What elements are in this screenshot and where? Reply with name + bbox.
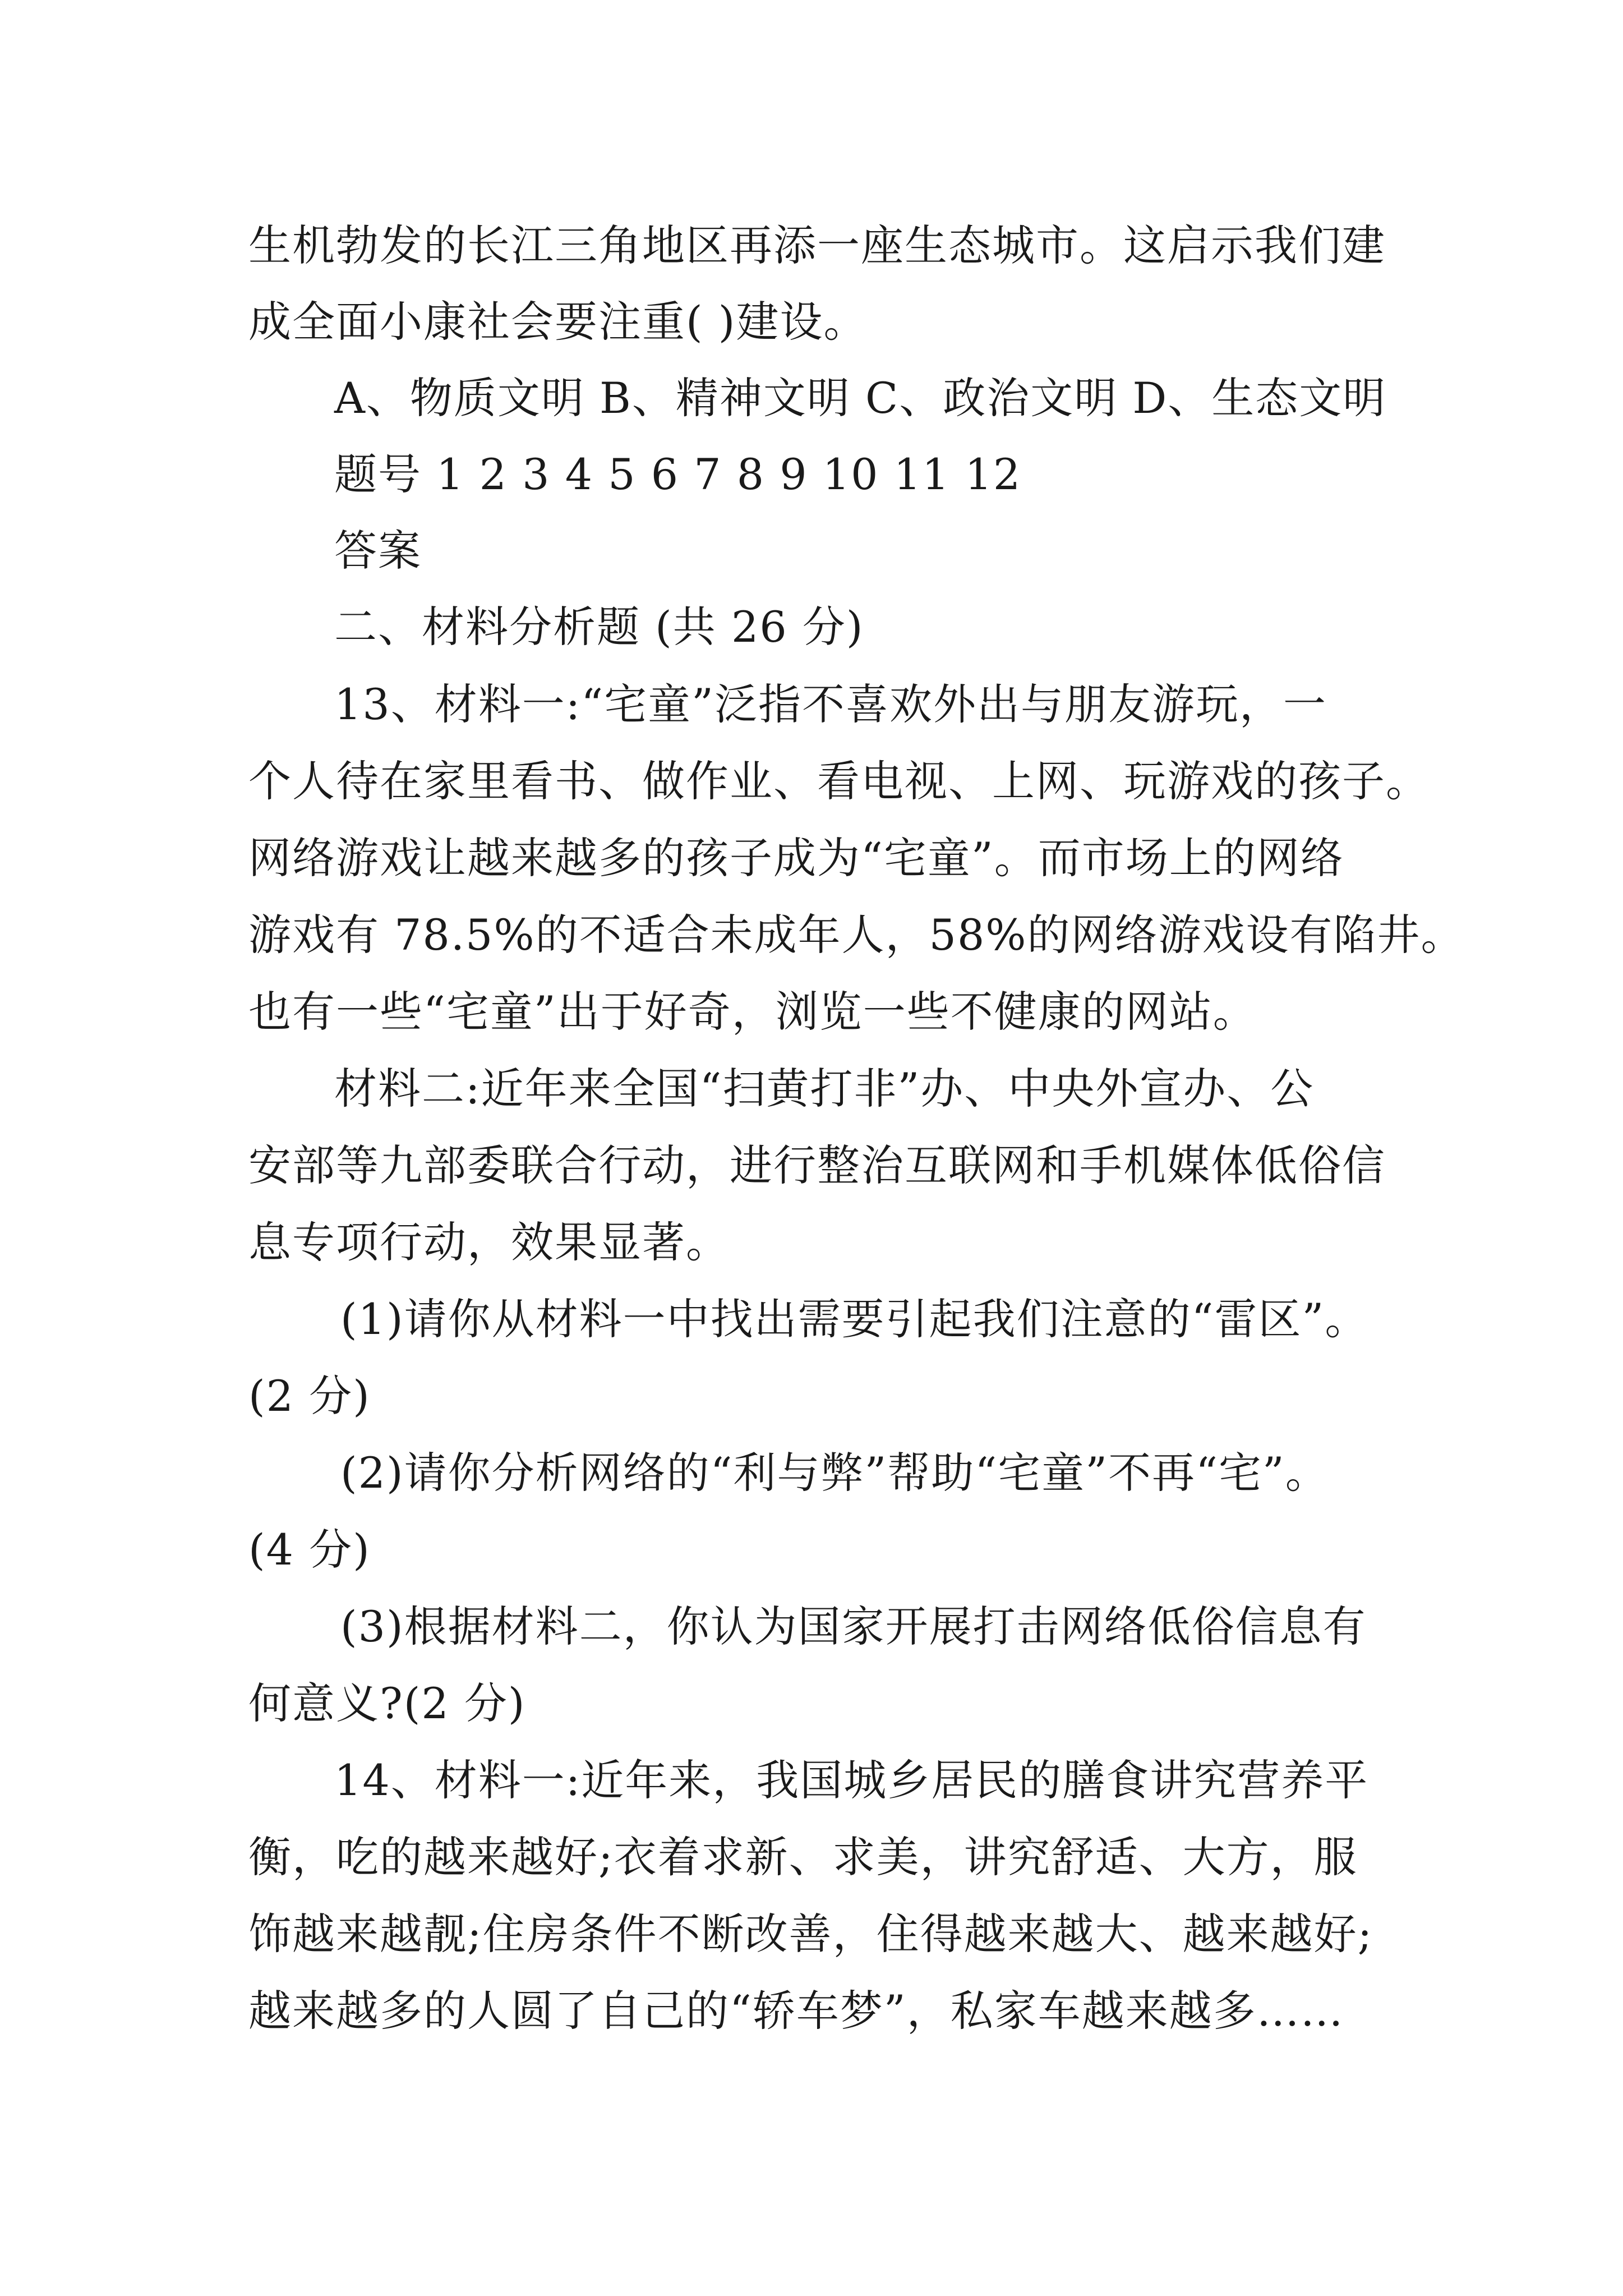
question-item: (2)请你分析网络的“利与弊”帮助“宅童”不再“宅”。: [340, 1448, 1329, 1498]
question-item: (3)根据材料二，你认为国家开展打击网络低俗信息有: [340, 1602, 1367, 1651]
text-line: 13、材料一:“宅童”泛指不喜欢外出与朋友游玩，一: [334, 679, 1327, 729]
answer-table-row: 答案: [334, 526, 422, 576]
text-line: 成全面小康社会要注重( )建设。: [248, 297, 868, 347]
question-item: (1)请你从材料一中找出需要引起我们注意的“雷区”。: [340, 1294, 1369, 1344]
score-note: (4 分): [248, 1525, 371, 1575]
text-line: 生机勃发的长江三角地区再添一座生态城市。这启示我们建: [248, 220, 1386, 270]
text-line: 安部等九部委联合行动，进行整治互联网和手机媒体低俗信: [248, 1140, 1386, 1190]
text-line: 个人待在家里看书、做作业、看电视、上网、玩游戏的孩子。: [248, 756, 1430, 806]
text-line: 14、材料一:近年来，我国城乡居民的膳食讲究营养平: [334, 1755, 1369, 1805]
text-line: 衡，吃的越来越好;衣着求新、求美，讲究舒适、大方，服: [248, 1832, 1358, 1882]
answer-table-header: 题号 1 2 3 4 5 6 7 8 9 10 11 12: [334, 449, 1022, 499]
text-line: 饰越来越靓;住房条件不断改善，住得越来越大、越来越好;: [248, 1909, 1373, 1959]
score-note: (2 分): [248, 1371, 371, 1421]
text-line: 材料二:近年来全国“扫黄打非”办、中央外宣办、公: [334, 1064, 1315, 1114]
text-line: 网络游戏让越来越多的孩子成为“宅童”。而市场上的网络: [248, 833, 1344, 883]
text-line: 游戏有 78.5%的不适合未成年人，58%的网络游戏设有陷井。: [248, 910, 1465, 960]
answer-options: A、物质文明 B、精神文明 C、政治文明 D、生态文明: [334, 373, 1387, 423]
text-line: 越来越多的人圆了自己的“轿车梦”，私家车越来越多……: [248, 1986, 1344, 2036]
text-line: 也有一些“宅童”出于好奇，浏览一些不健康的网站。: [248, 987, 1257, 1037]
text-line: 何意义?(2 分): [248, 1678, 526, 1728]
text-line: 息专项行动，效果显著。: [248, 1217, 730, 1267]
section-heading: 二、材料分析题 (共 26 分): [334, 602, 864, 652]
